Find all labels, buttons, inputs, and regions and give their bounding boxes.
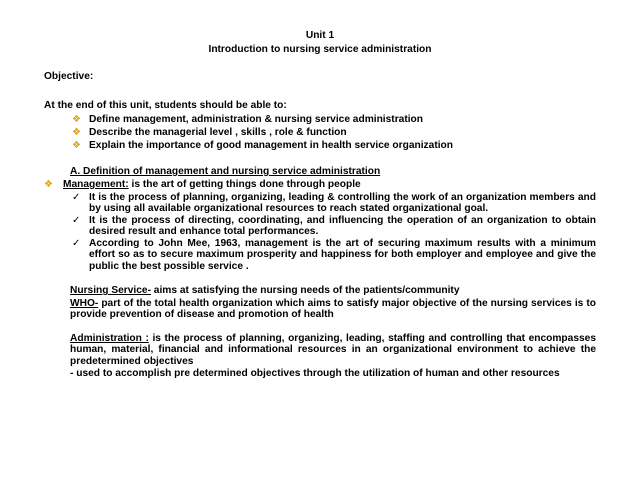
list-item: Describe the managerial level , skills , role & function bbox=[89, 127, 347, 138]
list-item: It is the process of directing, coordinating, and influencing the operation of an organization to obtain desired result and enhance total performances. bbox=[89, 215, 596, 238]
management-def: is the art of getting things done through people bbox=[128, 179, 361, 190]
diamond-bullet-icon: ❖ bbox=[72, 114, 81, 125]
list-item: According to John Mee, 1963, management is the art of securing maximum results with a minimum effort so as to secure maximum prosperity and happiness for both employer and employee and give the public the best possible service . bbox=[89, 238, 596, 272]
administration-def: is the process of planning, organizing, leading, staffing and controlling that encompasses human, material, financial and informational resources in an organizational environment to achieve the predetermined objectives bbox=[70, 333, 596, 367]
unit-label: Unit 1 bbox=[305, 30, 335, 41]
nursing-service-def: aims at satisfying the nursing needs of the patients/community bbox=[150, 285, 460, 296]
who-definition bbox=[70, 298, 596, 321]
objective-heading: Objective: bbox=[44, 71, 94, 82]
list-item: Explain the importance of good management in health service organization bbox=[89, 140, 453, 151]
checkmark-icon: ✓ bbox=[72, 192, 81, 203]
who-def: part of the total health organization which aims to satisfy major objective of the nursing services is to provide prevention of disease and promotion of health bbox=[70, 298, 596, 321]
objective-intro: At the end of this unit, students should be able to: bbox=[44, 100, 287, 111]
page-title: Introduction to nursing service administration bbox=[208, 44, 432, 55]
diamond-bullet-icon: ❖ bbox=[72, 140, 81, 151]
diamond-bullet-icon: ❖ bbox=[44, 179, 53, 190]
management-term: Management: bbox=[63, 179, 129, 190]
nursing-service-definition bbox=[70, 285, 459, 296]
administration-definition bbox=[70, 333, 596, 367]
section-a-heading bbox=[70, 166, 380, 177]
list-item: Define management, administration & nursing service administration bbox=[89, 114, 423, 125]
diamond-bullet-icon: ❖ bbox=[72, 127, 81, 138]
administration-term: Administration : bbox=[70, 333, 149, 344]
who-term: WHO- bbox=[70, 298, 99, 309]
section-a-heading-text: A. Definition of management and nursing service administration bbox=[70, 166, 381, 177]
administration-note: - used to accomplish pre determined objectives through the utilization of human and other resources bbox=[70, 368, 560, 379]
nursing-service-term: Nursing Service- bbox=[70, 285, 151, 296]
management-definition bbox=[63, 179, 361, 190]
checkmark-icon: ✓ bbox=[72, 215, 81, 226]
list-item: It is the process of planning, organizing, leading & controlling the work of an organization members and by using all available organizational resources to reach stated organizational goal. bbox=[89, 192, 596, 215]
checkmark-icon: ✓ bbox=[72, 238, 81, 249]
